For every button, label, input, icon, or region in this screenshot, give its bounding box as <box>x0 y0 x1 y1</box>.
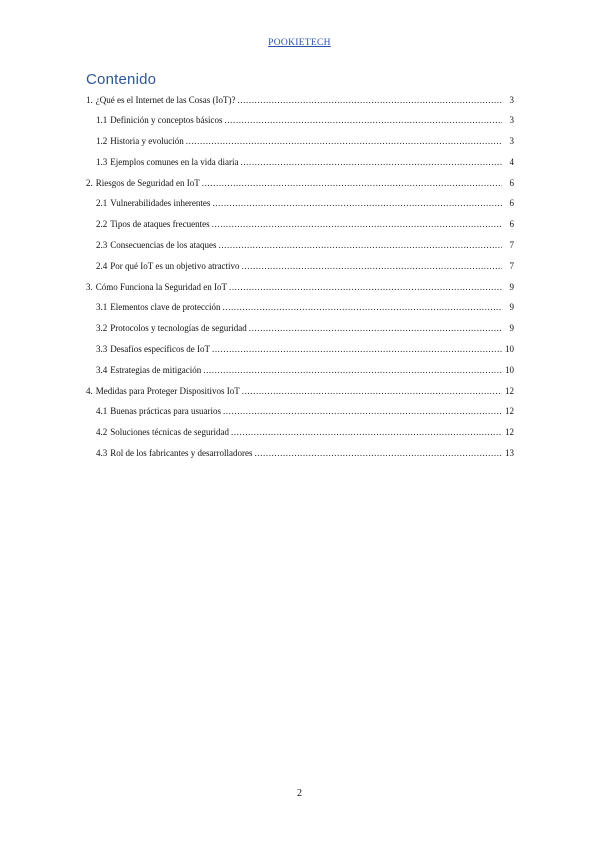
toc-entry-number: 1. <box>86 95 93 105</box>
toc-entry-page: 10 <box>505 344 514 354</box>
toc-leader-dots <box>254 446 502 460</box>
toc-entry-page: 12 <box>505 427 514 437</box>
toc-entry-label: Elementos clave de protección <box>110 302 221 312</box>
toc-entry-label: Ejemplos comunes en la vida diaria <box>110 157 239 167</box>
toc-entry-label: Tipos de ataques frecuentes <box>110 219 210 229</box>
toc-entry-page: 13 <box>505 448 514 458</box>
toc-entry-page: 12 <box>505 386 514 396</box>
toc-entry-page: 3 <box>509 115 514 125</box>
toc-leader-dots <box>212 342 502 356</box>
toc-entry[interactable] <box>86 196 514 217</box>
toc-entry-number: 3.2 <box>96 323 108 333</box>
toc-entry[interactable] <box>86 217 514 238</box>
toc-leader-dots <box>224 113 502 127</box>
toc-entry[interactable] <box>86 321 514 342</box>
toc-leader-dots <box>186 134 502 148</box>
toc-leader-dots <box>222 300 502 314</box>
toc-entry-label: Por qué IoT es un objetivo atractivo <box>110 261 240 271</box>
toc-entry-label: Estrategias de mitigación <box>110 365 202 375</box>
toc-leader-dots <box>202 176 502 190</box>
toc-entry-number: 2.3 <box>96 240 108 250</box>
toc-entry[interactable] <box>86 176 514 196</box>
toc-leader-dots <box>242 384 502 398</box>
toc-entry-page: 6 <box>509 219 514 229</box>
toc-entry[interactable] <box>86 404 514 425</box>
toc-entry[interactable] <box>86 93 514 113</box>
toc-entry-number: 4.1 <box>96 406 108 416</box>
toc-entry-label: Cómo Funciona la Seguridad en IoT <box>95 282 227 292</box>
toc-entry-number: 3.1 <box>96 302 108 312</box>
toc-entry-number: 2.2 <box>96 219 108 229</box>
toc-entry-number: 4. <box>86 386 93 396</box>
toc-entry[interactable] <box>86 384 514 404</box>
toc-entry-page: 6 <box>509 198 514 208</box>
toc-entry-number: 2.4 <box>96 261 108 271</box>
toc-entry[interactable] <box>86 134 514 155</box>
toc-entry[interactable] <box>86 425 514 446</box>
toc-entry-number: 2. <box>86 178 93 188</box>
toc-entry-label: Vulnerabilidades inherentes <box>110 198 211 208</box>
toc-entry-label: Historia y evolución <box>110 136 184 146</box>
toc-leader-dots <box>218 238 502 252</box>
toc-leader-dots <box>223 404 502 418</box>
toc-entry-page: 3 <box>509 95 514 105</box>
toc-entry-number: 3.3 <box>96 344 108 354</box>
toc-entry-page: 10 <box>505 365 514 375</box>
toc-entry-label: Protocolos y tecnologías de seguridad <box>110 323 247 333</box>
toc-entry-number: 3. <box>86 282 93 292</box>
toc-entry-page: 3 <box>509 136 514 146</box>
toc-entry-label: Rol de los fabricantes y desarrolladores <box>110 448 253 458</box>
toc-entry[interactable] <box>86 259 514 280</box>
toc-entry-number: 4.2 <box>96 427 108 437</box>
toc-entry-page: 9 <box>509 302 514 312</box>
toc-leader-dots <box>203 363 502 377</box>
toc-entry-page: 7 <box>509 240 514 250</box>
toc-leader-dots <box>231 425 502 439</box>
toc-entry-number: 3.4 <box>96 365 108 375</box>
toc-entry-number: 2.1 <box>96 198 108 208</box>
toc-entry-page: 12 <box>505 406 514 416</box>
toc-entry[interactable] <box>86 280 514 300</box>
table-of-contents <box>86 93 514 467</box>
toc-entry-label: Consecuencias de los ataques <box>110 240 217 250</box>
toc-entry-label: ¿Qué es el Internet de las Cosas (IoT)? <box>95 95 236 105</box>
toc-title: Contenido <box>86 71 157 88</box>
toc-leader-dots <box>229 280 502 294</box>
toc-entry-label: Definición y conceptos básicos <box>110 115 223 125</box>
toc-entry-label: Buenas prácticas para usuarios <box>110 406 221 416</box>
toc-entry-number: 4.3 <box>96 448 108 458</box>
page-number: 2 <box>297 788 302 799</box>
toc-entry[interactable] <box>86 363 514 384</box>
toc-entry[interactable] <box>86 342 514 363</box>
toc-leader-dots <box>212 217 502 231</box>
toc-entry-page: 6 <box>509 178 514 188</box>
toc-entry-label: Desafíos específicos de IoT <box>110 344 210 354</box>
toc-entry-number: 1.2 <box>96 136 108 146</box>
header-brand-link[interactable]: POOKIETECH <box>268 38 331 48</box>
toc-entry[interactable] <box>86 155 514 176</box>
toc-entry[interactable] <box>86 113 514 134</box>
toc-leader-dots <box>237 93 502 107</box>
toc-leader-dots <box>242 259 502 273</box>
toc-entry-page: 4 <box>509 157 514 167</box>
toc-entry-page: 9 <box>509 282 514 292</box>
toc-entry-number: 1.3 <box>96 157 108 167</box>
toc-leader-dots <box>212 196 502 210</box>
toc-entry-label: Medidas para Proteger Dispositivos IoT <box>95 386 240 396</box>
toc-entry-page: 9 <box>509 323 514 333</box>
toc-entry-number: 1.1 <box>96 115 108 125</box>
toc-entry[interactable] <box>86 446 514 467</box>
toc-leader-dots <box>240 155 502 169</box>
toc-entry-page: 7 <box>509 261 514 271</box>
toc-entry[interactable] <box>86 238 514 259</box>
toc-entry-label: Soluciones técnicas de seguridad <box>110 427 229 437</box>
toc-leader-dots <box>249 321 502 335</box>
toc-entry-label: Riesgos de Seguridad en IoT <box>95 178 200 188</box>
toc-entry[interactable] <box>86 300 514 321</box>
